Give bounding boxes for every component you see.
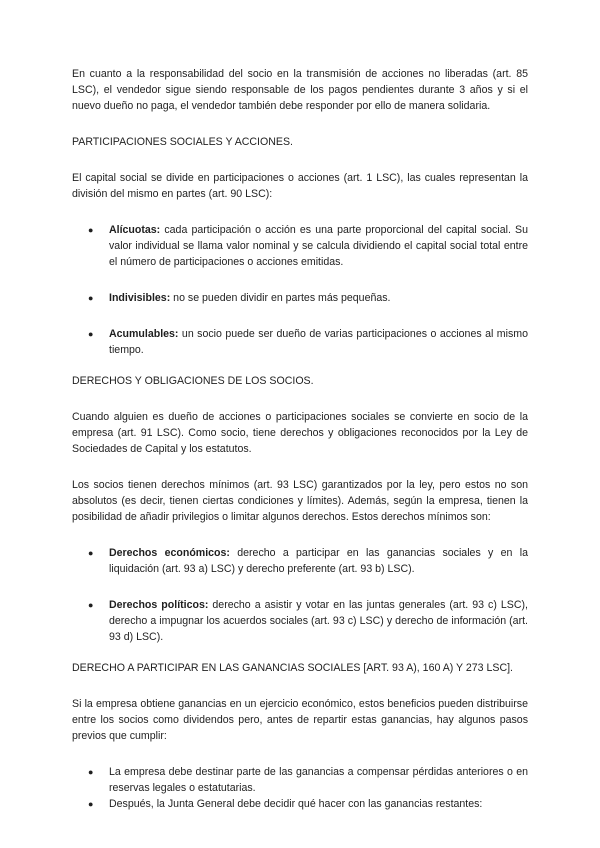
definition-alicuotas: cada participación o acción es una parte proporcional del capital social. Su valor individual se llama valor nominal y se calcula dividiendo el capital social total entre el número de participaciones o acciones emitidas. <box>109 224 528 268</box>
list-pasos-previos <box>72 764 528 812</box>
list-item-acumulables <box>72 326 528 358</box>
bullet-icon: ● <box>88 799 94 809</box>
paragraph-ganancias: Si la empresa obtiene ganancias en un ejercicio económico, estos beneficios pueden distribuirse entre los socios como dividendos pero, antes de repartir estas ganancias, hay algunos pasos previos que cumplir: <box>72 698 528 742</box>
definition-derechos-politicos: derecho a asistir y votar en las juntas generales (art. 93 c) LSC), derecho a impugnar los acuerdos sociales (art. 93 c) LSC) y derecho de información (art. 93 d) LSC). <box>109 599 528 643</box>
bullet-icon: ● <box>88 329 94 339</box>
definition-indivisibles: no se pueden dividir en partes más pequeñas. <box>170 292 391 304</box>
list-caracteristicas <box>72 222 528 358</box>
paragraph-derechos-minimos: Los socios tienen derechos mínimos (art. 93 LSC) garantizados por la ley, pero estos no son absolutos (es decir, tienen ciertas condiciones y límites). Además, según la empresa, tienen la posibilidad de añadir privilegios o limitar algunos derechos. Estos derechos mínimos son: <box>72 479 528 523</box>
list-item-derechos-economicos <box>72 545 528 577</box>
list-item-compensar-perdidas <box>72 764 528 796</box>
term-indivisibles: Indivisibles: <box>109 292 171 304</box>
bullet-icon: ● <box>88 293 94 303</box>
term-derechos-politicos: Derechos políticos: <box>109 599 209 611</box>
bullet-icon: ● <box>88 600 94 610</box>
list-item-derechos-politicos <box>72 597 528 645</box>
list-item-junta-general <box>72 796 528 812</box>
list-item-alicuotas <box>72 222 528 270</box>
definition-acumulables: un socio puede ser dueño de varias participaciones o acciones al mismo tiempo. <box>109 328 528 356</box>
list-item-text: La empresa debe destinar parte de las ganancias a compensar pérdidas anteriores o en reservas legales o estatutarias. <box>109 766 528 794</box>
heading-participaciones: PARTICIPACIONES SOCIALES Y ACCIONES. <box>72 136 293 148</box>
heading-derechos-obligaciones: DERECHOS Y OBLIGACIONES DE LOS SOCIOS. <box>72 375 314 387</box>
bullet-icon: ● <box>88 548 94 558</box>
term-acumulables: Acumulables: <box>109 328 179 340</box>
list-derechos <box>72 545 528 645</box>
paragraph-responsabilidad: En cuanto a la responsabilidad del socio en la transmisión de acciones no liberadas (art. 85 LSC), el vendedor sigue siendo responsable de los pagos pendientes durante 3 años y si el nuevo dueño no paga, el vendedor también debe responder por ello de manera solidaria. <box>72 68 528 112</box>
definition-derechos-economicos: derecho a participar en las ganancias sociales y en la liquidación (art. 93 a) LSC) y derecho preferente (art. 93 b) LSC). <box>109 547 528 575</box>
paragraph-capital-social: El capital social se divide en participaciones o acciones (art. 1 LSC), las cuales representan la división del mismo en partes (art. 90 LSC): <box>72 172 528 200</box>
term-alicuotas: Alícuotas: <box>109 224 161 236</box>
heading-ganancias: DERECHO A PARTICIPAR EN LAS GANANCIAS SOCIALES [ART. 93 A), 160 A) Y 273 LSC]. <box>72 662 513 674</box>
paragraph-socio: Cuando alguien es dueño de acciones o participaciones sociales se convierte en socio de la empresa (art. 91 LSC). Como socio, tiene derechos y obligaciones reconocidos por la Ley de Sociedades de Capital y los estatutos. <box>72 411 528 455</box>
term-derechos-economicos: Derechos económicos: <box>109 547 230 559</box>
list-item-indivisibles <box>72 290 528 306</box>
list-item-text: Después, la Junta General debe decidir qué hacer con las ganancias restantes: <box>109 798 483 810</box>
document-page <box>72 66 528 812</box>
bullet-icon: ● <box>88 225 94 235</box>
bullet-icon: ● <box>88 767 94 777</box>
